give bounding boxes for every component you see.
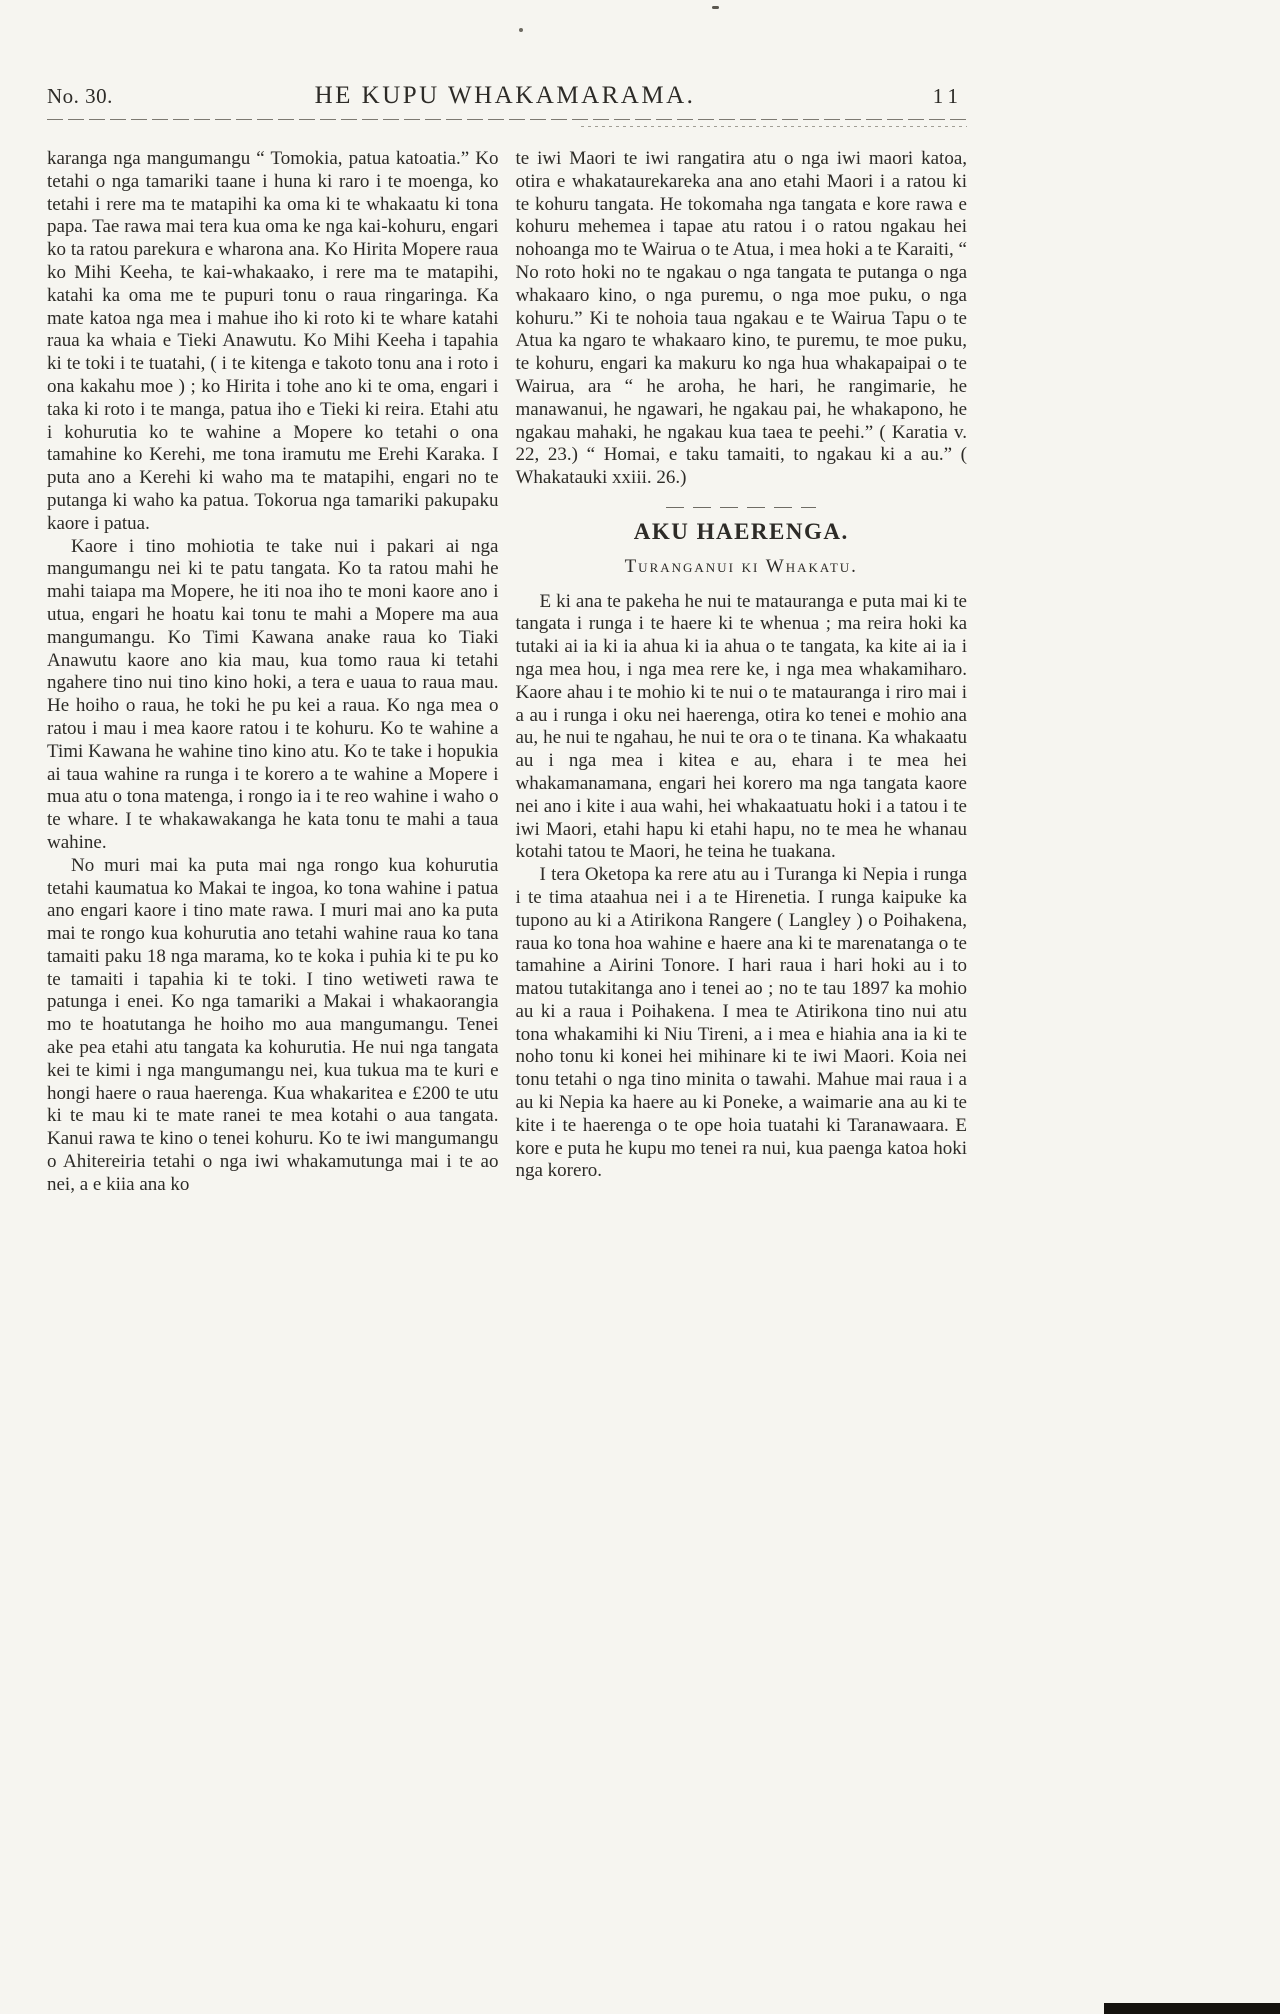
issue-number: No. 30. [47, 84, 113, 108]
paragraph: I tera Oketopa ka rere atu au i Turanga ki Nepia i runga i te tima ataahua nei i a te Hirenetia. I runga kaipuke ka tupono au ki a Atirikona Rangere ( Langley ) o Poihakena, raua ko tona hoa wahine e haere ana ki te marenatanga o te tamahine a Airini Tonore. I hari raua i hari hoki au i to matou tutakitanga ano i tenei ao ; no te tau 1897 ka mohio au ki a raua i Poihakena. I mea te Atirikona tino nui atu tona whakamihi ki Niu Tireni, a i mea e hiahia ana ia ki te noho tonu ki konei hei mihinare ki te iwi Maori. Koia nei tonu tetahi o nga tino minita o tawahi. Mahue mai raua i a au ki Nepia ka haere au ki Poneke, a waimarie ana au ki te kite i te haerenga o te ope hoia tuatahi ki Taranawaara. E kore e puta he kupu mo tenei ra nui, kua paenga katoa hoki nga korero. [515, 864, 967, 1182]
paragraph-continuation: karanga nga mangumangu “ Tomokia, patua katoatia.” Ko tetahi o nga tamariki taane i huna ki raro i te moenga, ko tetahi i rere ma te matapihi ka oma ki te whakaatu ki tona papa. Tae rawa mai tera kua oma ke nga kai-kohuru, engari ko ta ratou parekura e wharona ana. Ko Hirita Mopere raua ko Mihi Keeha, te kai-whakaako, i rere ma te matapihi, katahi ka oma me te pupuri tonu o raua ringaringa. Ka mate katoa nga mea i mahue iho ki roto ki te whare katahi raua ka whaia e Tieki Anawutu. Ko Mihi Keeha i tapahia ki te toki i te tuatahi, ( i te kitenga e takoto tonu ana i roto i ona kakahu moe ) ; ko Hirita i tohe ano ki te oma, engari i taka ki roto i te manga, patua iho e Tieki ki reira. Etahi atu i kohurutia ko te wahine a Mopere ko tetahi o ona tamahine ko Kerehi, me tona iramutu me Erehi Karaka. I puta ano a Kerehi ki waho ma te matapihi, engari no te putanga ki waho ka patua. Tokorua nga tamariki pakupaku kaore i patua. [47, 148, 499, 534]
section-heading: AKU HAERENGA. [633, 518, 849, 544]
paragraph-continuation: te iwi Maori te iwi rangatira atu o nga iwi maori katoa, otira e whakataurekareka ana ano etahi Maori i a ratou ki te kohuru tangata. He tokomaha nga tangata e kore rawa e kohuru mehemea i tapae atu ratou i o ratou ngakau hei nohoanga mo te Wairua o te Atua, i mea hoki a te Karaiti, “ No roto hoki no te ngakau o nga tangata te putanga o nga whakaaro kino, o nga puremu, o nga moe puku, o nga kohuru.” Ki te nohoia taua ngakau e te Wairua Tapu o te Atua ka ngaro te whakaaro kino, te puremu, te moe puku, te kohuru, engari ka makuru ko nga hua whakapaipai o te Wairua, ara “ he aroha, he hari, he rangimarie, he manawanui, he ngawari, he ngakau pai, he whakapono, he ngakau mahaki, he ngakau kua taea te peehi.” ( Karatia v. 22, 23.) “ Homai, e taku tamaiti, to ngakau ki a au.” ( Whakatauki xxiii. 26.) [515, 148, 967, 489]
paragraph: E ki ana te pakeha he nui te matauranga e puta mai ki te tangata i runga i te haere ki te whenua ; ma reira hoki ka tutaki ai ia ki ia ahua ki ia ahua o te tangata, ka kite ai ia i nga mea hou, i nga mea rere ke, i nga mea whakamiharo. Kaore ahau i te mohio ki te nui o te matauranga i riro mai i a au i runga i oku nei haerenga, otira ko tenei e mohio ana au, he nui te ngahau, he nui te ora o te tinana. Ka whakaatu au i nga mea i kitea e au, ehara i te mea hei whakamanamana, engari hei korero ma nga tangata kaore nei ano i kite i aua wahi, hei whakaatuatu hoki i a tatou i te iwi Maori, etahi hapu ki etahi hapu, no te mea he whanau kotahi tatou te Maori, he teina he tuakana. [515, 590, 967, 863]
newspaper-page [47, 82, 967, 1197]
text-columns [47, 148, 967, 1197]
scan-speck [519, 28, 523, 32]
header-rule [47, 119, 967, 120]
header-rule-fragment [581, 126, 967, 127]
right-column [516, 148, 968, 1197]
paragraph: Kaore i tino mohiotia te take nui i pakari ai nga mangumangu nei ki te patu tangata. Ko ta ratou mahi he mahi taiapa ma Mopere, he iti noa iho te moni kaore ano i utua, engari he hoatu kai tonu te mahi a Mopere ma aua mangumangu. Ko Timi Kawana anake raua ko Tiaki Anawutu kaore ano kia mau, kua tomo raua ki tetahi ngahere tino nui tino kino hoki, a tera e uaua to raua mau. He hoiho o raua, he toki he pu kei a raua. Ko nga mea o ratou i mau i mea kaore ratou i te kohuru. Ko te wahine a Timi Kawana he wahine tino kino atu. Ko te take i hopukia ai taua wahine ra runga i te korero a te wahine a Mopere i mua atu o tona matenga, i rongo ia i te reo wahine i waho o te whare. I te whakawakanga he kata tonu te mahi a taua wahine. [47, 535, 499, 853]
left-column [47, 148, 499, 1197]
scan-speck [712, 6, 719, 9]
page-header [47, 82, 967, 110]
page-number: 11 [932, 84, 963, 108]
scan-artifact-bar [1104, 2003, 1280, 2014]
page-title: HE KUPU WHAKAMARAMA. [314, 82, 696, 109]
paragraph: No muri mai ka puta mai nga rongo kua kohurutia tetahi kaumatua ko Makai te ingoa, ko tona wahine i patua ano engari kaore i tino mate rawa. I muri mai ano ka puta mai te rongo kua kohurutia ano tetahi wahine raua ko tana tamaiti paku 18 nga marama, ko te koka i puhia ki te pu ko te tamaiti i tapahia ki te toki. I tino wetiweti rawa te patunga i enei. Ko nga tamariki a Makai i whakaorangia mo te hoatutanga he hoiho mo aua mangumangu. Tenei ake pea etahi atu tangata ka kohurutia. He nui nga tangata kei te kimi i nga mangumangu nei, kua tukua ma te kuri e hongi haere o raua haerenga. Kua whakaritea e £200 te utu ki te mau ki te mate ranei te mea kotahi o aua tangata. Kanui rawa te kino o tenei kohuru. Ko te iwi mangumangu o Ahitereiria tetahi o nga iwi whakamutunga mai i te ao nei, a e kiia ana ko [47, 854, 499, 1195]
section-subheading: Turanganui ki Whakatu. [624, 555, 858, 577]
section-divider [666, 507, 816, 508]
